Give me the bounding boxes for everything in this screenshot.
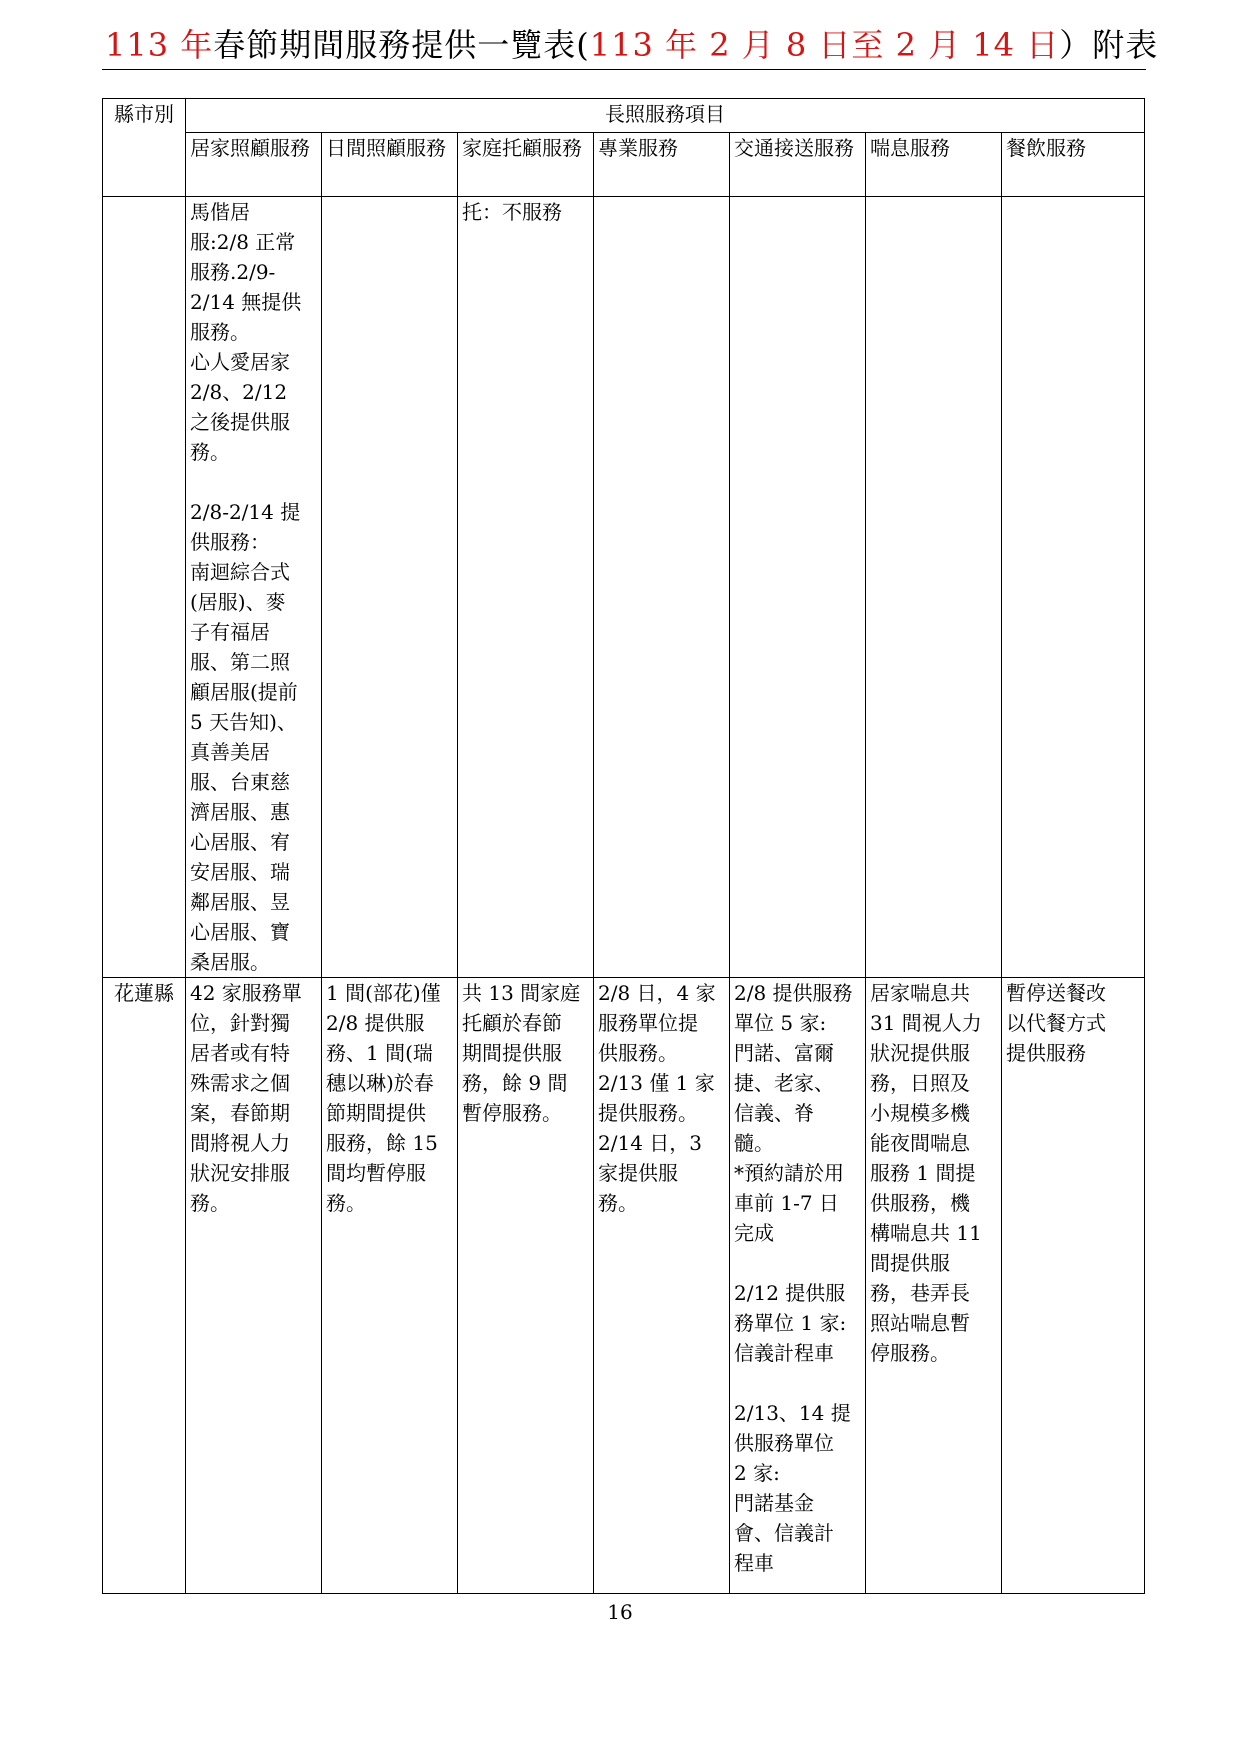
transportation-cell bbox=[730, 197, 866, 978]
family-care-cell: 共 13 間家庭 托顧於春節 期間提供服 務，餘 9 間 暫停服務。 bbox=[458, 978, 594, 1594]
title-suffix: ）附表 bbox=[1059, 26, 1159, 64]
header-respite-service: 喘息服務 bbox=[866, 133, 1002, 197]
header-day-care: 日間照顧服務 bbox=[322, 133, 458, 197]
day-care-cell: 1 間(部花)僅 2/8 提供服 務、1 間(瑞 穗以琳)於春 節期間提供 服務，餘 15 間均暫停服 務。 bbox=[322, 978, 458, 1594]
header-professional-service: 專業服務 bbox=[594, 133, 730, 197]
transportation-cell: 2/8 提供服務 單位 5 家: 門諾、富爾 捷、老家、 信義、脊 髓。 *預約請於用 車前 1-7 日 完成 2/12 提供服 務單位 1 家: 信義計程車 2/13、14 提 供服務單位 2 家: 門諾基金 會、信義計 程車 bbox=[730, 978, 866, 1594]
page-number: 16 bbox=[607, 1600, 633, 1624]
page-title bbox=[105, 22, 1159, 68]
title-underline bbox=[102, 69, 1146, 70]
professional-service-cell: 2/8 日，4 家 服務單位提 供服務。 2/13 僅 1 家 提供服務。 2/14 日，3 家提供服 務。 bbox=[594, 978, 730, 1594]
service-table bbox=[102, 98, 1145, 1594]
home-care-cell: 馬偕居 服:2/8 正常 服務.2/9- 2/14 無提供 服務。 心人愛居家 2/8、2/12 之後提供服 務。 2/8-2/14 提 供服務： 南迴綜合式 (居服)、麥 子有福居 服、第二照 顧居服(提前 5 天告知)、 真善美居 服、台東慈 濟居服、惠 心居服、宥 安居服、瑞 鄰居服、昱 心居服、寶 桑居服。 bbox=[186, 197, 322, 978]
title-text: 春節期間服務提供一覽表( bbox=[213, 26, 590, 64]
header-county: 縣市別 bbox=[103, 99, 186, 197]
title-date-range: 113 年 2 月 8 日至 2 月 14 日 bbox=[589, 26, 1060, 64]
header-service-items: 長照服務項目 bbox=[186, 99, 1145, 133]
respite-service-cell: 居家喘息共 31 間視人力 狀況提供服 務，日照及 小規模多機 能夜間喘息 服務 1 間提 供服務，機 構喘息共 11 間提供服 務，巷弄長 照站喘息暫 停服務。 bbox=[866, 978, 1002, 1594]
header-home-care: 居家照顧服務 bbox=[186, 133, 322, 197]
professional-service-cell bbox=[594, 197, 730, 978]
title-year: 113 年 bbox=[105, 26, 214, 64]
header-meal-service: 餐飲服務 bbox=[1002, 133, 1145, 197]
table-row bbox=[103, 197, 1145, 978]
header-row-group bbox=[103, 99, 1145, 133]
meal-service-cell: 暫停送餐改 以代餐方式 提供服務 bbox=[1002, 978, 1145, 1594]
day-care-cell bbox=[322, 197, 458, 978]
header-row-columns bbox=[103, 133, 1145, 197]
county-cell bbox=[103, 197, 186, 978]
table-row bbox=[103, 978, 1145, 1594]
home-care-cell: 42 家服務單 位，針對獨 居者或有特 殊需求之個 案，春節期 間將視人力 狀況安排服 務。 bbox=[186, 978, 322, 1594]
family-care-cell: 托：不服務 bbox=[458, 197, 594, 978]
meal-service-cell bbox=[1002, 197, 1145, 978]
header-family-care: 家庭托顧服務 bbox=[458, 133, 594, 197]
header-transportation: 交通接送服務 bbox=[730, 133, 866, 197]
respite-service-cell bbox=[866, 197, 1002, 978]
county-cell: 花蓮縣 bbox=[103, 978, 186, 1594]
